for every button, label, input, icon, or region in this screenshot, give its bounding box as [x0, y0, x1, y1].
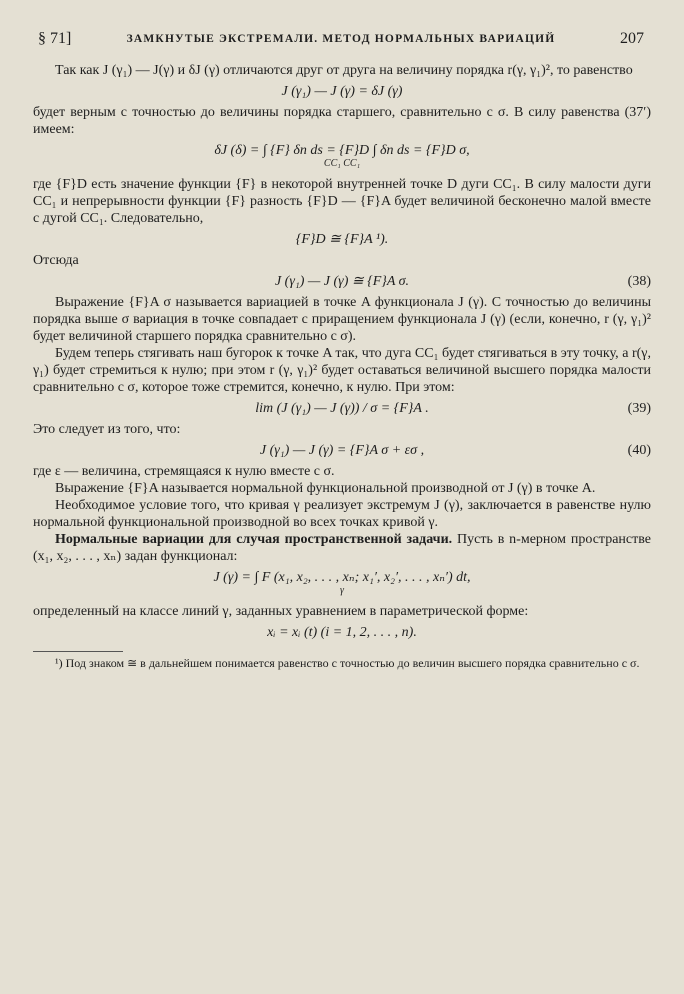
paragraph: Выражение {F}A называется нормальной функциональной производной от J (γ) в точке A. [55, 481, 596, 496]
running-title: ЗАМКНУТЫЕ ЭКСТРЕМАЛИ. МЕТОД НОРМАЛЬНЫХ ВАРИАЦИЙ [126, 33, 556, 45]
footnote: ¹) Под знаком ≅ в дальнейшем понимается равенство с точностью до величин высшего порядка сравнительно с σ. [55, 656, 640, 670]
paragraph: Выражение {F}A σ называется вариацией в точке A функционала J (γ). С точностью до величины порядка выше σ вариация в точке совпадает с приращением функционала J (γ) (если, конечно, r (γ, γ₁)² будет величиной старшего порядка сравнительно с σ). [33, 295, 651, 344]
formula: J (γ₁) — J (γ) = δJ (γ) [281, 84, 403, 99]
paragraph: где ε — величина, стремящаяся к нулю вместе с σ. [33, 464, 335, 479]
integral-domain: γ [340, 585, 344, 596]
formula [33, 569, 651, 599]
paragraph [33, 531, 651, 565]
formula-text: J (γ₁) — J (γ) = {F}A σ + εσ , [259, 443, 425, 458]
paragraph: Так как J (γ₁) — J(γ) и δJ (γ) отличаются друг от друга на величину порядка r(γ, γ₁)², то равенство [55, 63, 633, 78]
footnote-divider [33, 651, 123, 652]
paragraph: будет верным с точностью до величины порядка старшего, сравнительно с σ. В силу равенства (37′) имеем: [33, 105, 651, 137]
equation-number: (38) [627, 274, 651, 289]
paragraph: где {F}D есть значение функции {F} в некоторой внутренней точке D дуги CC₁. В силу малости дуги CC₁ и непрерывности функции {F} разность {F}D — {F}A будет величиной бесконечно малой вместе с дугой CC₁. Следовательно, [33, 177, 651, 226]
formula [33, 142, 651, 172]
paragraph: определенный на классе линий γ, заданных уравнением в параметрической форме: [33, 604, 529, 619]
paragraph: Это следует из того, что: [33, 422, 181, 437]
formula: xᵢ = xᵢ (t) (i = 1, 2, . . . , n). [267, 625, 417, 640]
paragraph: Будем теперь стягивать наш бугорок к точке A так, что дуга CC₁ будет стягиваться в эту точку, а r(γ, γ₁) будет стремиться к нулю; при этом r (γ, γ₁)² будет оставаться величиной высшего порядка малости сравнительно с σ, которое тоже стремится, конечно, к нулю. При этом: [33, 346, 651, 395]
formula-text: J (γ) = ∫ F (x₁, x₂, . . . , xₙ; x₁′, x₂′, . . . , xₙ′) dt, [213, 570, 471, 585]
formula [33, 400, 651, 417]
paragraph-text: Пусть в n-мерном пространстве (x₁, x₂, . . . , xₙ) задан функционал: [33, 532, 651, 564]
running-header [38, 30, 644, 52]
formula-text: δJ (δ) = ∫ {F} δn ds = {F}D ∫ δn ds = {F}D σ, [214, 143, 470, 158]
page-body [33, 62, 651, 671]
formula-text: J (γ₁) — J (γ) ≅ {F}A σ. [274, 274, 410, 289]
bold-heading: Нормальные вариации для случая пространственной задачи. [55, 532, 453, 547]
formula-text: lim (J (γ₁) — J (γ)) / σ = {F}A . [255, 401, 429, 416]
equation-number: (40) [627, 443, 651, 458]
formula: {F}D ≅ {F}A ¹). [295, 232, 389, 247]
formula [33, 273, 651, 290]
paragraph: Отсюда [33, 253, 79, 268]
formula [33, 442, 651, 459]
paragraph: Необходимое условие того, что кривая γ реализует экстремум J (γ), заключается в равенстве нулю нормальной функциональной производной во всех точках кривой γ. [33, 498, 651, 530]
integral-domain: CC₁ CC₁ [323, 158, 361, 169]
equation-number: (39) [627, 401, 651, 416]
section-number: § 71] [38, 30, 72, 47]
page-number: 207 [620, 30, 644, 47]
